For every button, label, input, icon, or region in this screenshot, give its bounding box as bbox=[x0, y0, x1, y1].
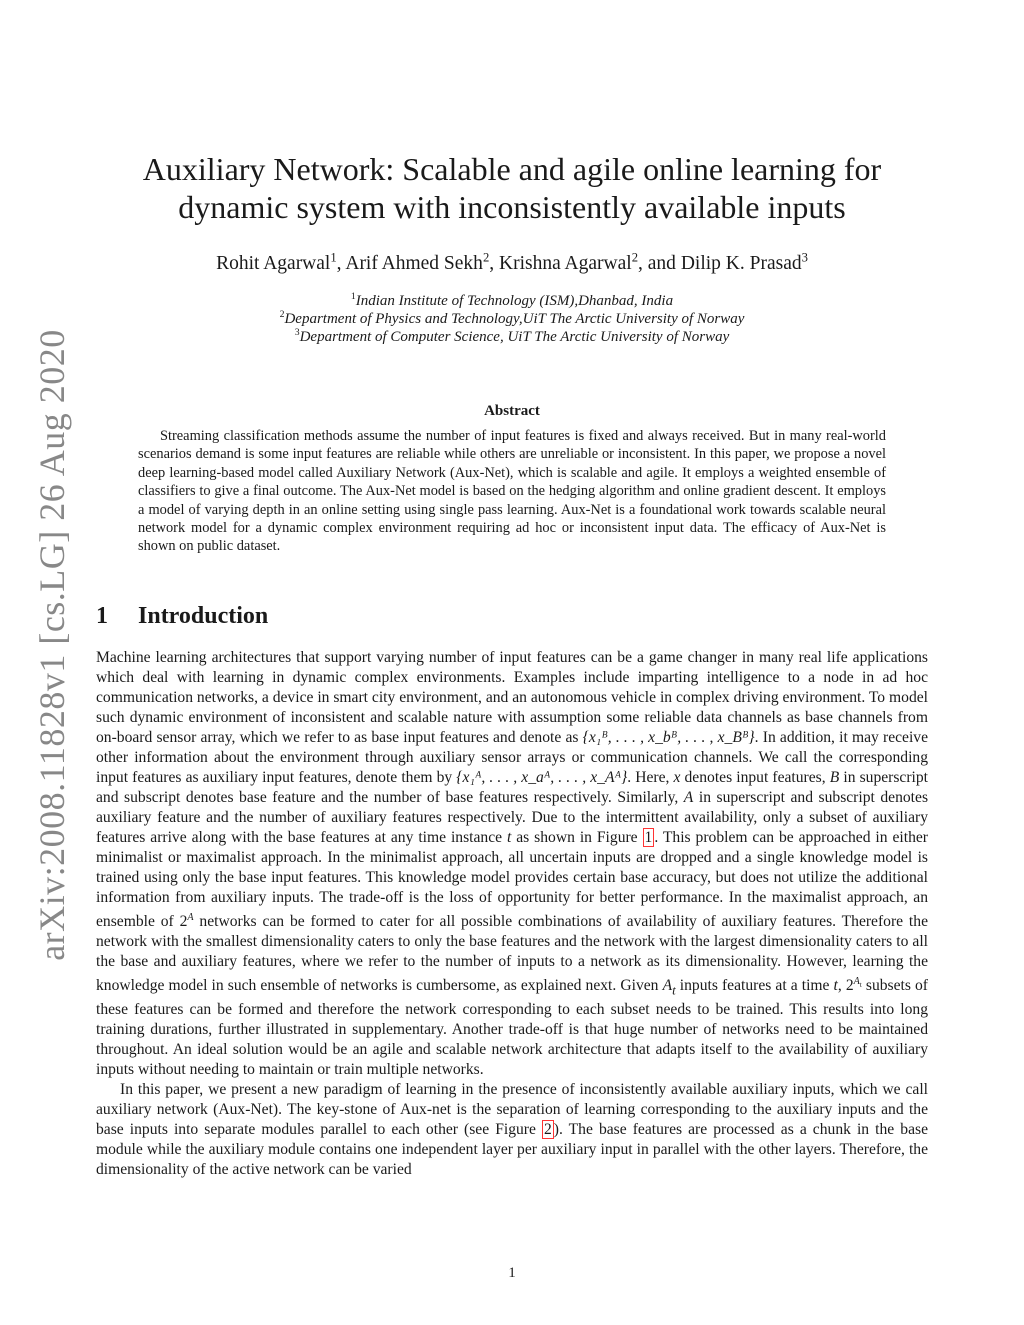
paragraph: In this paper, we present a new paradigm of learning in the presence of inconsistently available auxiliary inputs, which we call auxiliary network (Aux-Net). The key-stone of Aux-net is the separation of learning corresponding to the auxiliary inputs and the base inputs into separate modules parallel to each other (see Figure 2 ). The base features are processed as a chunk in the base module while the auxiliary module contains one independent layer per auxiliary input in parallel with the other layers. Therefore, the dimensionality of the active network can be varied bbox=[96, 1081, 928, 1179]
math-base-set: {x₁ᴮ, . . . , x_bᴮ, . . . , x_Bᴮ} bbox=[582, 729, 755, 746]
author: Arif Ahmed Sekh$^2$, bbox=[345, 250, 500, 274]
paragraph: Machine learning architectures that support varying number of input features can be a game changer in many real life applications which deal with learning in dynamic complex environments. Examples include imparting intelligence to a node in ad hoc communication networks, a device in smart city environment, and an autonomous vehicle in complex driving environment. To model such dynamic environment of inconsistent and scalable nature with assumption some reliable data channels as base channels from on-board sensor array, which we refer to as base input features and denote as {x₁ᴮ, . . . , x_bᴮ, . . . , x_Bᴮ}. In addition, it may receive other information about the environment through auxiliary sensor arrays or communication channels. We call the corresponding input features as auxiliary input features, denote them by {x₁ᴬ, . . . , x_aᴬ, . . . , x_Aᴬ}. Here, x denotes input features, B in superscript and subscript denotes base feature and the number of base features respectively. Similarly, A in superscript and subscript denotes auxiliary feature and the number of auxiliary features respectively. Due to the intermittent availability, only a subset of auxiliary features arrive along with the base features at any time instance t as shown in Figure 1 . This problem can be approached in either minimalist or maximalist approach. In the minimalist approach, all uncertain inputs are dropped and a single knowledge model is trained using only the base input features. This knowledge model provides certain base accuracy, but does not utilize the additional information from auxiliary inputs. The trade-off is the loss of opportunity for better performance. In the maximalist approach, an ensemble of $2^A$ networks can be formed to cater for all possible combinations of availability of auxiliary features. Therefore the network with the smallest dimensionality caters to only the base features and the network with the largest dimensionality caters to all the base and auxiliary features, where we refer to the number of inputs to a network as its dimensionality. However, learning the knowledge model in such ensemble of networks is cumbersome, as explained next. Given $A_t$ inputs features at a time t, $2^{A_t}$ subsets of these features can be formed and therefore the network corresponding to each subset needs to be trained. This results into long training durations, further illustrated in supplementary. Another trade-off is that huge number of networks need to be maintained throughout. An ideal solution would be an agile and scalable network architecture that adapts itself to the availability of auxiliary inputs without needing to maintain or train multiple networks. bbox=[96, 649, 929, 1079]
figure-2-link[interactable]: 2 bbox=[543, 1121, 552, 1139]
body-text bbox=[96, 648, 928, 1180]
page-number: 1 bbox=[508, 1265, 516, 1281]
section-heading: 1 Introduction bbox=[96, 603, 269, 629]
affiliation-1: $^1$Indian Institute of Technology (ISM),Dhanbad, India bbox=[350, 291, 674, 309]
affiliation-2: $^2$Department of Physics and Technology,UiT The Arctic University of Norway bbox=[279, 309, 745, 327]
author: Rohit Agarwal$^1$, bbox=[216, 250, 346, 274]
figure-1-link[interactable]: 1 bbox=[644, 829, 653, 846]
abstract-heading: Abstract bbox=[484, 403, 540, 419]
affiliation-3: $^3$Department of Computer Science, UiT The Arctic University of Norway bbox=[294, 327, 730, 345]
author: Dilip K. Prasad$^3$ bbox=[680, 250, 808, 274]
abstract-text: Streaming classification methods assume the number of input features is fixed and always received. But in many real-world scenarios demand is some input features are reliable while others are unreliable or inconsistent. In this paper, we propose a novel deep learning-based model called Auxiliary Network (Aux-Net), which is scalable and agile. It employs a weighted ensemble of classifiers to give a final outcome. The Aux-Net model is based on the hedging algorithm and online gradient descent. It employs a model of varying depth in an online setting using single pass learning. Aux-Net is a foundational work towards scalable neural network model for a dynamic complex environment requiring ad hoc or inconsistent input data. The efficacy of Aux-Net is shown on public dataset. bbox=[138, 428, 886, 555]
author: Krishna Agarwal$^2$, and bbox=[499, 250, 681, 274]
paper-title: Auxiliary Network: Scalable and agile online learning for dynamic system with inconsistently available inputs bbox=[142, 151, 882, 225]
math-aux-set: {x₁ᴬ, . . . , x_aᴬ, . . . , x_Aᴬ} bbox=[456, 769, 628, 786]
arxiv-stamp: arXiv:2008.11828v1 [cs.LG] 26 Aug 2020 bbox=[32, 329, 73, 961]
author-list bbox=[100, 250, 924, 275]
